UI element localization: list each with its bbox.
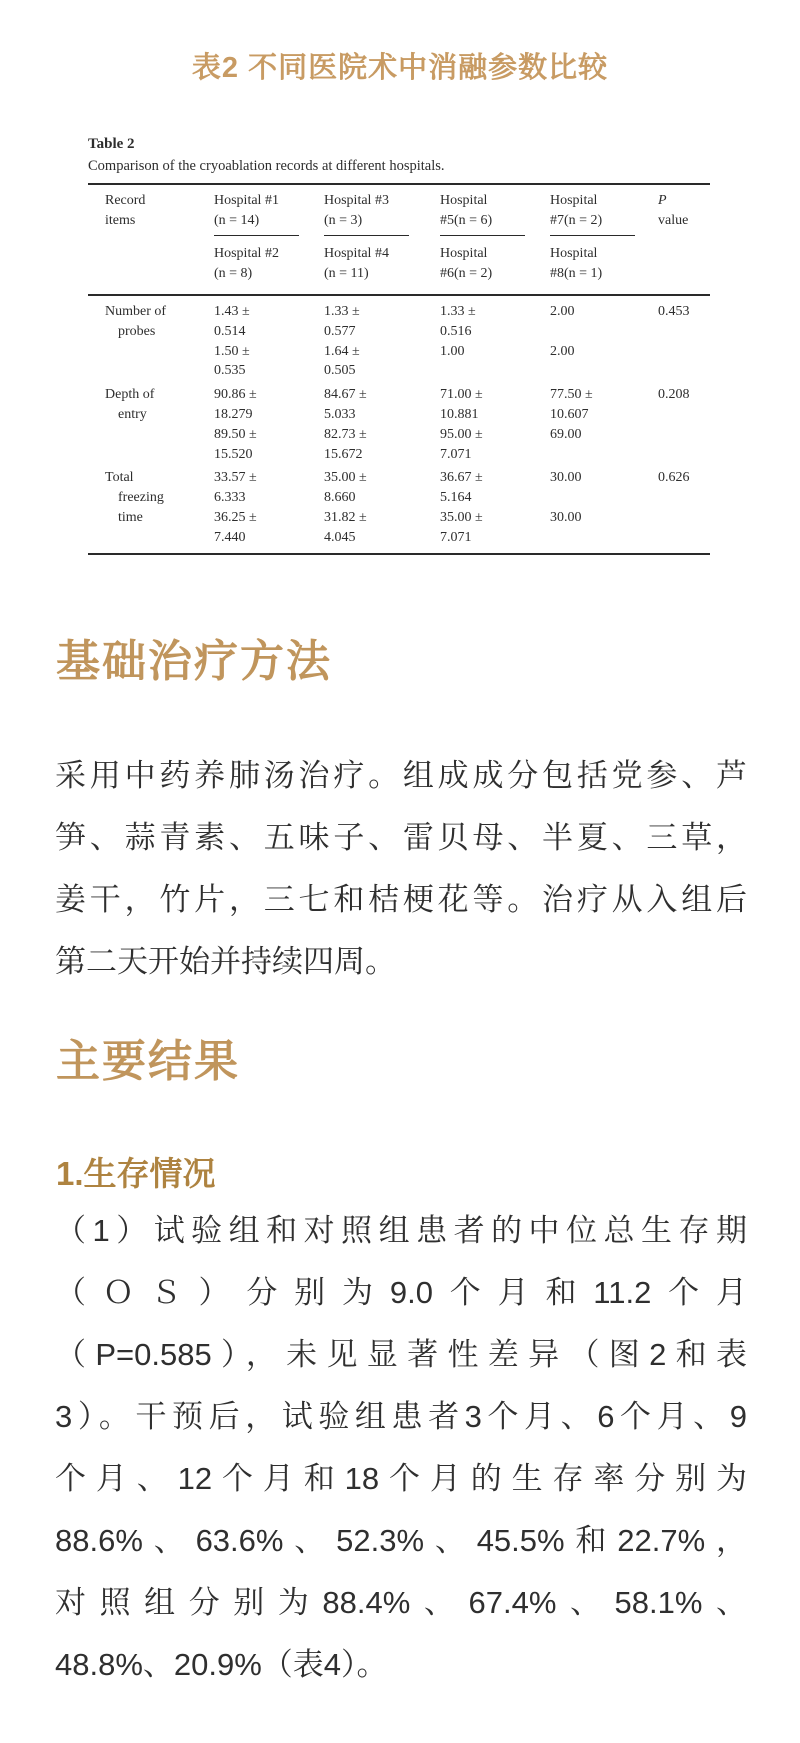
header-cell-record-items: Record items bbox=[105, 193, 146, 228]
row-cell-p: 0.208 bbox=[658, 387, 690, 403]
table-bottom-rule bbox=[88, 553, 710, 555]
table-row-number-of-probes bbox=[88, 296, 710, 381]
header-cell-hospital-8: Hospital #8(n = 1) bbox=[550, 246, 603, 281]
section-heading-basic-treatment: 基础治疗方法 bbox=[56, 637, 332, 686]
paragraph-line: （ＯＳ）分别为9.0个月和11.2个月 bbox=[55, 1275, 747, 1310]
row-cell-p: 0.453 bbox=[658, 304, 690, 319]
header-cell-hospital-1: Hospital #1 (n = 14) bbox=[214, 191, 324, 236]
paragraph-line: 姜干，竹片，三七和桔梗花等。治疗从入组后 bbox=[55, 882, 747, 917]
paragraph-line: 采用中药养肺汤治疗。组成成分包括党参、芦 bbox=[55, 758, 747, 793]
paragraph-line: （1）试验组和对照组患者的中位总生存期 bbox=[55, 1213, 747, 1248]
paragraph-line: 第二天开始并持续四周。 bbox=[55, 944, 396, 979]
header-cell-hospital-2: Hospital #2 (n = 8) bbox=[214, 246, 279, 281]
header-underline bbox=[440, 235, 525, 236]
paragraph-survival-results bbox=[55, 1200, 747, 1696]
row-item-label: Total freezing time bbox=[105, 470, 164, 525]
header-cell-p-value: P value bbox=[658, 193, 689, 228]
table-row-depth-of-entry bbox=[88, 381, 710, 464]
row-cell-p: 0.626 bbox=[658, 470, 690, 486]
row-cell: 35.00 ± 8.660 31.82 ± 4.045 bbox=[324, 470, 367, 545]
row-cell: 1.33 ± 0.577 1.64 ± 0.505 bbox=[324, 304, 360, 379]
paragraph-line: （P=0.585），未见显著性差异（图2和表 bbox=[55, 1337, 747, 1372]
row-item-label: Depth of entry bbox=[105, 387, 155, 422]
header-underline bbox=[550, 235, 635, 236]
header-cell-hospital-7: Hospital #7(n = 2) bbox=[550, 191, 658, 236]
page-title: 表2 不同医院术中消融参数比较 bbox=[191, 52, 609, 84]
paragraph-line: 88.6%、63.6%、52.3%、45.5%和22.7%， bbox=[55, 1523, 747, 1558]
table-label: Table 2 bbox=[88, 136, 135, 152]
paragraph-line: 笋、蒜青素、五味子、雷贝母、半夏、三草， bbox=[55, 820, 747, 855]
section-heading-main-results: 主要结果 bbox=[56, 1037, 240, 1086]
paragraph-line: 3）。干预后，试验组患者3个月、6个月、9 bbox=[55, 1399, 747, 1434]
table-row-total-freezing-time bbox=[88, 464, 710, 547]
subheading-survival: 1.生存情况 bbox=[56, 1155, 216, 1192]
row-cell: 30.00 30.00 bbox=[550, 470, 582, 525]
row-cell: 90.86 ± 18.279 89.50 ± 15.520 bbox=[214, 387, 257, 462]
table-header-row-1 bbox=[88, 185, 710, 236]
header-cell-hospital-4: Hospital #4 (n = 11) bbox=[324, 246, 389, 281]
header-cell-hospital-3: Hospital #3 (n = 3) bbox=[324, 191, 440, 236]
paragraph-line: 对照组分别为88.4%、67.4%、58.1%、 bbox=[55, 1585, 747, 1620]
row-cell: 1.43 ± 0.514 1.50 ± 0.535 bbox=[214, 304, 250, 379]
header-cell-hospital-5: Hospital #5(n = 6) bbox=[440, 191, 550, 236]
row-cell: 84.67 ± 5.033 82.73 ± 15.672 bbox=[324, 387, 367, 462]
row-cell: 33.57 ± 6.333 36.25 ± 7.440 bbox=[214, 470, 257, 545]
paragraph-basic-treatment bbox=[55, 745, 747, 993]
row-cell: 36.67 ± 5.164 35.00 ± 7.071 bbox=[440, 470, 483, 545]
paragraph-line: 48.8%、20.9%（表4）。 bbox=[55, 1647, 388, 1682]
row-cell: 77.50 ± 10.607 69.00 bbox=[550, 387, 593, 442]
header-underline bbox=[214, 235, 299, 236]
header-underline bbox=[324, 235, 409, 236]
journal-table bbox=[88, 135, 710, 555]
row-cell: 71.00 ± 10.881 95.00 ± 7.071 bbox=[440, 387, 483, 462]
table-caption: Comparison of the cryoablation records at different hospitals. bbox=[88, 158, 445, 174]
row-item-label: Number of probes bbox=[105, 304, 167, 339]
row-cell: 2.00 2.00 bbox=[550, 304, 575, 359]
header-cell-hospital-6: Hospital #6(n = 2) bbox=[440, 246, 493, 281]
table-header-row-2 bbox=[88, 236, 710, 288]
row-cell: 1.33 ± 0.516 1.00 bbox=[440, 304, 476, 359]
paragraph-line: 个月、12个月和18个月的生存率分别为 bbox=[55, 1461, 747, 1496]
